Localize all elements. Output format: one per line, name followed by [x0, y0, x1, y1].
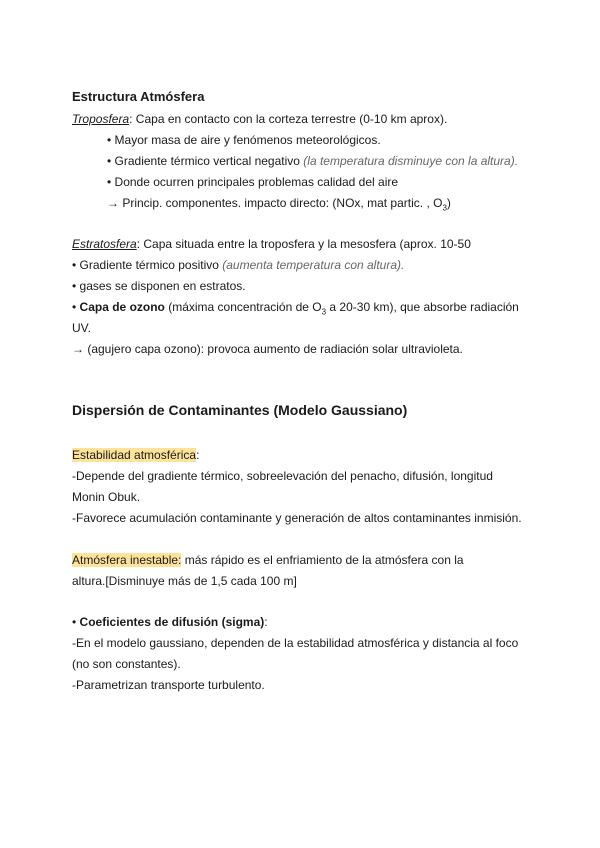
inestable-line — [72, 553, 464, 567]
estabilidad-heading — [72, 448, 199, 462]
text-line: -Parametrizan transporte turbulento. — [72, 678, 265, 692]
subscript: 3 — [442, 203, 447, 213]
bullet: • — [72, 300, 80, 314]
text: más rápido es el enfriamiento de la atmósfera con la — [181, 553, 464, 567]
estratosfera-term: Estratosfera — [72, 237, 137, 251]
coeficientes-heading — [72, 615, 268, 629]
troposfera-definition — [72, 112, 447, 126]
troposfera-term: Troposfera — [72, 112, 130, 126]
list-item: • Donde ocurren principales problemas calidad del aire — [107, 175, 399, 189]
list-item-text: a 20-30 km), que absorbe radiación — [326, 300, 519, 314]
estratosfera-definition — [72, 237, 471, 251]
list-item-text: • Gradiente térmico vertical negativo — [107, 154, 304, 168]
colon: : — [196, 448, 200, 462]
bullet: • — [72, 615, 80, 629]
list-item: • gases se disponen en estratos. — [72, 279, 246, 293]
text-line: -En el modelo gaussiano, dependen de la estabilidad atmosférica y distancia al foco — [72, 636, 519, 650]
list-item-text: → Princip. componentes. impacto directo: (NOx, mat partic. , O — [107, 196, 443, 210]
troposfera-text: : Capa en contacto con la corteza terrestre (0-10 km aprox). — [129, 112, 448, 126]
list-item-note: (aumenta temperatura con altura). — [222, 258, 405, 272]
text-line: altura.[Disminuye más de 1,5 cada 100 m] — [72, 574, 297, 588]
highlighted-label: Estabilidad atmosférica — [72, 448, 197, 462]
bold-label: Coeficientes de difusión (sigma) — [79, 615, 265, 629]
estratosfera-text: : Capa situada entre la troposfera y la mesosfera (aprox. 10-50 — [136, 237, 471, 251]
list-item-note: (la temperatura disminuye con la altura). — [303, 154, 519, 168]
ozone-label: Capa de ozono — [79, 300, 165, 314]
text-line: -Depende del gradiente térmico, sobreelevación del penacho, difusión, longitud — [72, 469, 493, 483]
list-item — [72, 300, 519, 317]
list-item-text: (máxima concentración de O — [164, 300, 322, 314]
list-item-end: ) — [446, 196, 451, 210]
list-item — [72, 258, 404, 272]
text-line: UV. — [72, 321, 91, 335]
text-line: Monin Obuk. — [72, 490, 141, 504]
section-title-estructura: Estructura Atmósfera — [72, 89, 205, 104]
colon: : — [264, 615, 268, 629]
highlighted-label: Atmósfera inestable: — [72, 553, 182, 567]
text-line: -Favorece acumulación contaminante y generación de altos contaminantes inmisión. — [72, 511, 522, 525]
list-item — [107, 196, 451, 213]
subscript: 3 — [321, 307, 327, 317]
list-item-text: • Gradiente térmico positivo — [72, 258, 223, 272]
section-title-dispersion: Dispersión de Contaminantes (Modelo Gaussiano) — [72, 402, 408, 418]
text-line: (no son constantes). — [72, 657, 181, 671]
text-line: → (agujero capa ozono): provoca aumento de radiación solar ultravioleta. — [72, 342, 463, 356]
list-item: • Mayor masa de aire y fenómenos meteorológicos. — [107, 133, 381, 147]
list-item — [107, 154, 518, 168]
